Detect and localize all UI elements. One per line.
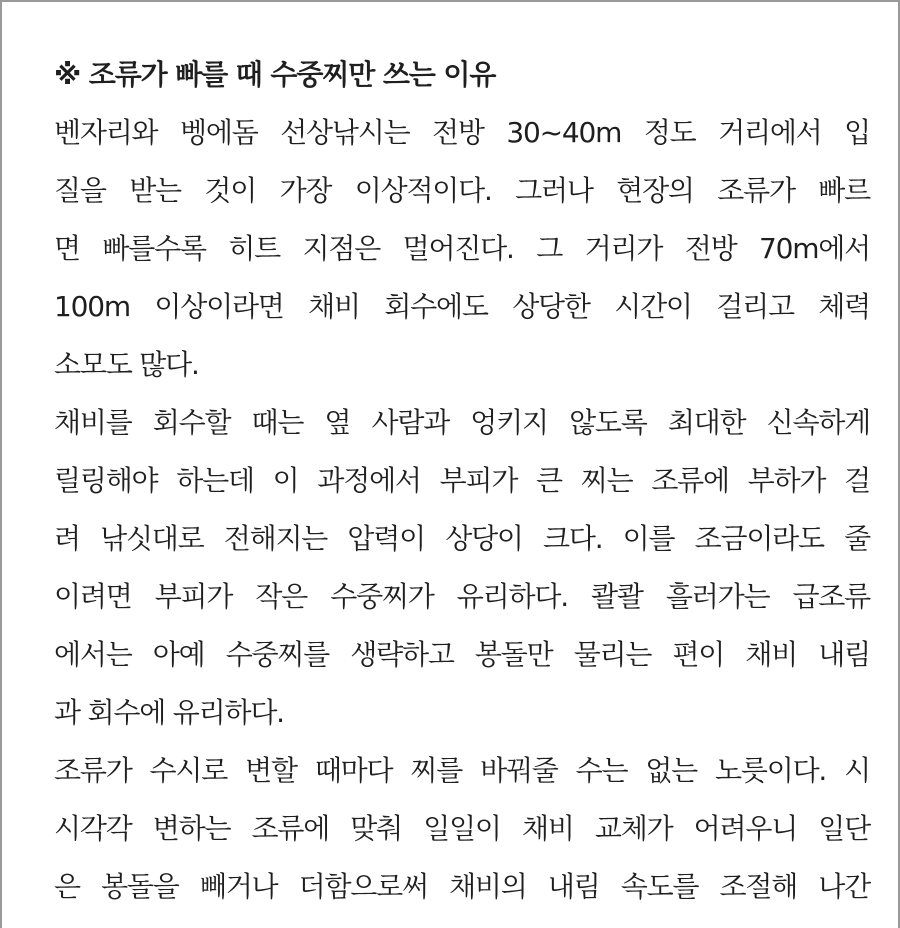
paragraph-line: 100m 이상이라면 채비 회수에도 상당한 시간이 걸리고 체력 — [54, 290, 870, 323]
paragraph-line: 조류가 수시로 변할 때마다 찌를 바꿔줄 수는 없는 노릇이다. 시 — [54, 754, 870, 787]
paragraph-line: 시각각 변하는 조류에 맞춰 일일이 채비 교체가 어려우니 일단 — [54, 812, 870, 845]
paragraph-line: 소모도 많다. — [54, 348, 199, 381]
paragraph-line: 릴링해야 하는데 이 과정에서 부피가 큰 찌는 조류에 부하가 걸 — [54, 464, 870, 497]
paragraph-line: 벤자리와 벵에돔 선상낚시는 전방 30~40m 정도 거리에서 입 — [54, 116, 870, 149]
paragraph-line: 채비를 회수할 때는 옆 사람과 엉키지 않도록 최대한 신속하게 — [54, 406, 870, 439]
paragraph-2 — [54, 394, 870, 742]
paragraph-line: 려 낚싯대로 전해지는 압력이 상당이 크다. 이를 조금이라도 줄 — [54, 522, 870, 555]
paragraph-line: 에서는 아예 수중찌를 생략하고 봉돌만 물리는 편이 채비 내림 — [54, 638, 870, 671]
paragraph-line: 면 빠를수록 히트 지점은 멀어진다. 그 거리가 전방 70m에서 — [54, 232, 870, 265]
paragraph-line: 질을 받는 것이 가장 이상적이다. 그러나 현장의 조류가 빠르 — [54, 174, 870, 207]
section-heading: ※ 조류가 빠를 때 수중찌만 쓰는 이유 — [54, 58, 496, 91]
article-body — [54, 46, 870, 916]
paragraph-3 — [54, 742, 870, 916]
paragraph-line: 이려면 부피가 작은 수중찌가 유리하다. 콸콸 흘러가는 급조류 — [54, 580, 870, 613]
paragraph-line: 과 회수에 유리하다. — [54, 696, 284, 729]
paragraph-line: 은 봉돌을 빼거나 더함으로써 채비의 내림 속도를 조절해 나간 — [54, 870, 870, 903]
paragraph-1 — [54, 104, 870, 394]
